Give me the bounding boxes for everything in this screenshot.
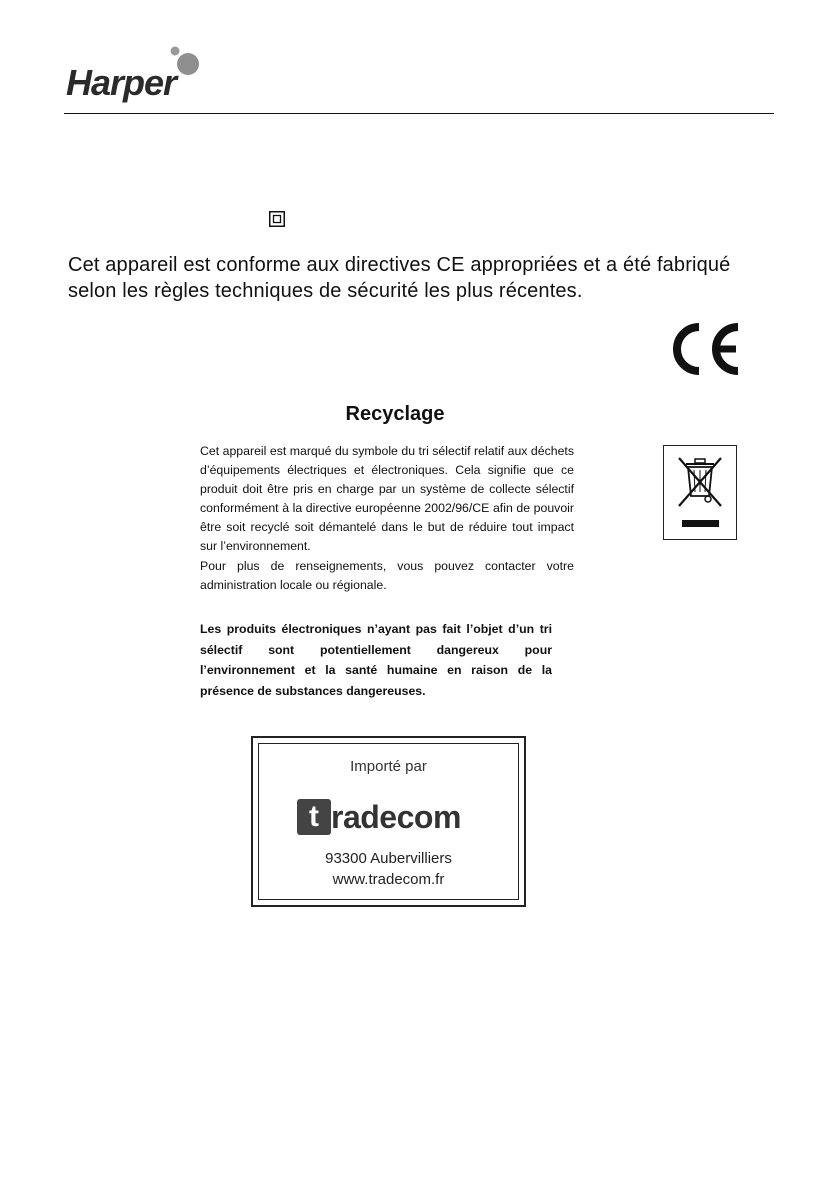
importer-address: 93300 Aubervilliers bbox=[325, 850, 452, 867]
hazard-warning: Les produits électroniques n’ayant pas fait l’objet d’un tri sélectif sont potentiellement dangereux pour l’environnement et la santé humaine en raison de la présence de substances dangereuses. bbox=[200, 622, 552, 698]
recycling-paragraph-1: Cet appareil est marqué du symbole du tri sélectif relatif aux déchets d’équipements électriques et électroniques. Cela signifie que ce produit doit être pris en charge par un système de collecte sélectif conformément à la directive européenne 2002/96/CE afin de pouvoir être soit recyclé soit démantelé dans le but de réduire tout impact sur l’environnement. bbox=[200, 444, 574, 554]
recycling-title: Recyclage bbox=[345, 403, 445, 425]
ce-mark-icon bbox=[668, 323, 742, 375]
recycling-body bbox=[200, 442, 574, 595]
svg-text:Harper: Harper bbox=[66, 62, 177, 103]
header-divider bbox=[64, 113, 774, 114]
importer-box bbox=[251, 736, 526, 907]
tradecom-logo-initial: t bbox=[297, 799, 331, 835]
double-square-icon bbox=[269, 211, 285, 227]
importer-label: Importé par bbox=[350, 758, 427, 775]
harper-logo-mark bbox=[64, 44, 214, 108]
tradecom-logo bbox=[297, 796, 497, 838]
recycling-paragraph-2: Pour plus de renseignements, vous pouvez contacter votre administration locale ou régionale. bbox=[200, 558, 574, 592]
crossed-out-wheelie-bin-icon bbox=[663, 445, 737, 540]
conformity-statement: Cet appareil est conforme aux directives CE appropriées et a été fabriqué selon les règles techniques de sécurité les plus récentes. bbox=[68, 254, 731, 302]
importer-inner-frame bbox=[258, 743, 519, 900]
tradecom-logo-text: radecom bbox=[331, 799, 461, 835]
importer-website: www.tradecom.fr bbox=[332, 871, 445, 888]
harper-logo bbox=[64, 44, 214, 108]
